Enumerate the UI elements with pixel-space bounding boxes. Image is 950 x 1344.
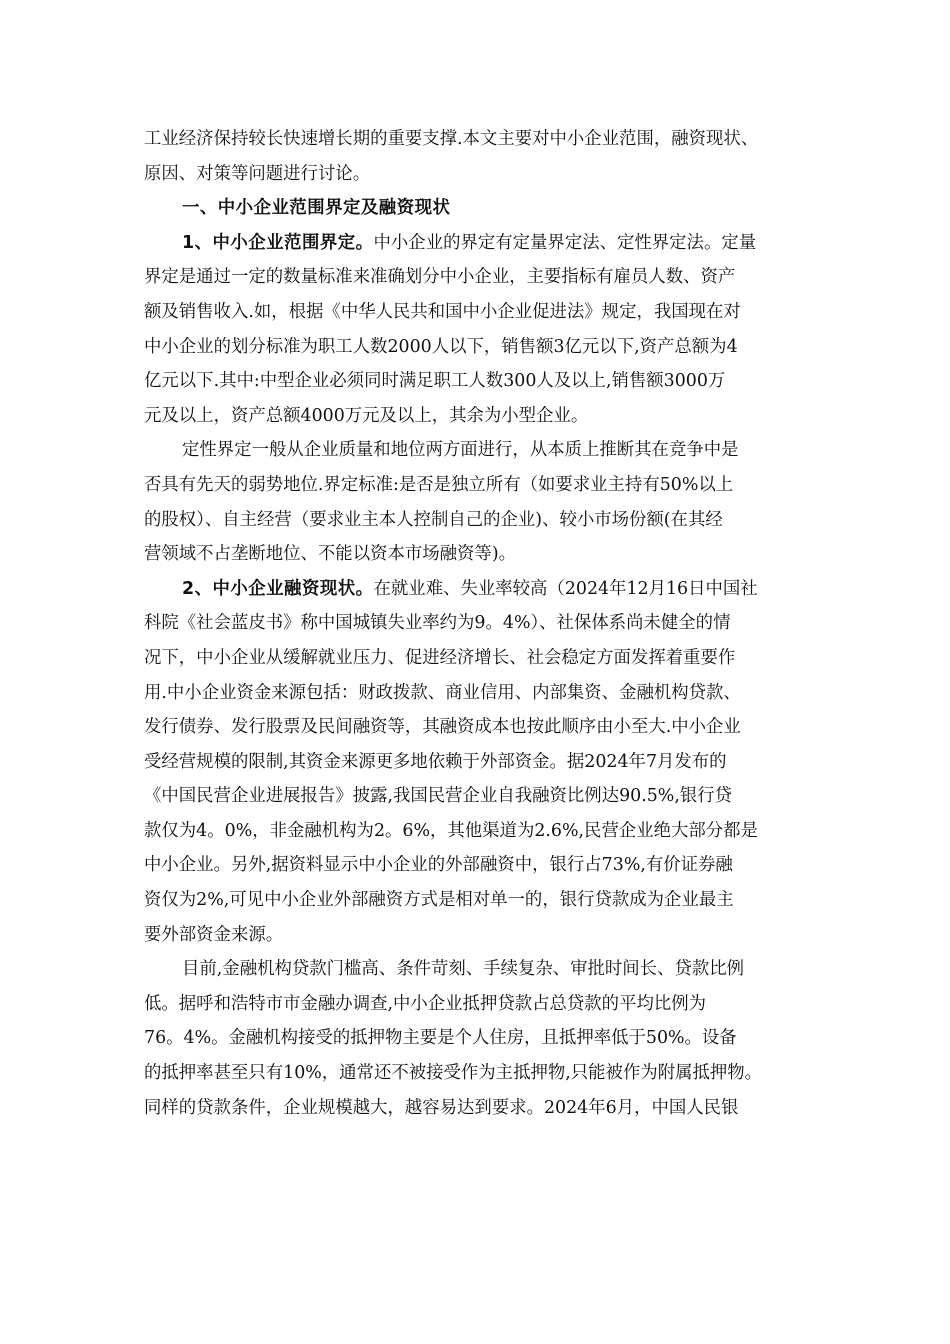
text-line: 低。据呼和浩特市市金融办调查,中小企业抵押贷款占总贷款的平均比例为 bbox=[144, 993, 707, 1014]
text-line: 同样的贷款条件，企业规模越大，越容易达到要求。2024年6月，中国人民银 bbox=[144, 1097, 739, 1118]
text-line: 中小企业的划分标准为职工人数2000人以下，销售额3亿元以下,资产总额为4 bbox=[144, 336, 738, 357]
text-line: 资仅为2%,可见中小企业外部融资方式是相对单一的，银行贷款成为企业最主 bbox=[144, 890, 734, 911]
text-line: 76。4%。金融机构接受的抵押物主要是个人住房，且抵押率低于50%。设备 bbox=[144, 1028, 737, 1049]
text-line: 工业经济保持较长快速增长期的重要支撑.本文主要对中小企业范围，融资现状、 bbox=[144, 129, 759, 149]
paragraph-1-line-1 bbox=[144, 226, 824, 261]
text-line: 元及以上，资产总额4000万元及以上，其余为小型企业。 bbox=[144, 405, 589, 426]
paragraph-3-lead: 2、中小企业融资现状。 bbox=[182, 578, 374, 599]
text-line: 目前,金融机构贷款门槛高、条件苛刻、手续复杂、审批时间长、贷款比例 bbox=[182, 959, 745, 980]
text-line: 定性界定一般从企业质量和地位两方面进行，从本质上推断其在竞争中是 bbox=[182, 440, 739, 461]
paragraph-3-text: 在就业难、失业率较高（2024年12月16日中国社 bbox=[373, 578, 758, 599]
text-line: 原因、对策等问题进行讨论。 bbox=[144, 163, 371, 184]
text-line: 发行债券、发行股票及民间融资等，其融资成本也按此顺序由小至大.中小企业 bbox=[144, 717, 741, 738]
section-heading: 一、中小企业范围界定及融资现状 bbox=[182, 198, 451, 219]
paragraph-1-text: 中小企业的界定有定量界定法、定性界定法。定量 bbox=[373, 232, 757, 253]
text-line: 界定是通过一定的数量标准来准确划分中小企业，主要指标有雇员人数、资产 bbox=[144, 267, 736, 288]
paragraph-1-lead: 1、中小企业范围界定。 bbox=[182, 232, 374, 253]
text-line: 额及销售收入.如，根据《中华人民共和国中小企业促进法》规定，我国现在对 bbox=[144, 301, 741, 322]
text-line: 要外部资金来源。 bbox=[144, 924, 284, 945]
text-line: 《中国民营企业进展报告》披露,我国民营企业自我融资比例达90.5%,银行贷 bbox=[144, 786, 733, 807]
text-line: 款仅为4。0%，非金融机构为2。6%，其他渠道为2.6%,民营企业绝大部分都是 bbox=[144, 820, 758, 841]
text-line: 中小企业。另外,据资料显示中小企业的外部融资中，银行占73%,有价证券融 bbox=[144, 855, 733, 876]
text-line: 营领域不占垄断地位、不能以资本市场融资等)。 bbox=[144, 544, 516, 565]
text-line: 用.中小企业资金来源包括：财政拨款、商业信用、内部集资、金融机构贷款、 bbox=[144, 682, 741, 703]
text-line: 况下，中小企业从缓解就业压力、促进经济增长、社会稳定方面发挥着重要作 bbox=[144, 647, 736, 668]
text-line: 否具有先天的弱势地位.界定标准:是否是独立所有（如要求业主持有50%以上 bbox=[144, 474, 734, 495]
text-line: 的股权）、自主经营（要求业主本人控制自己的企业)、较小市场份额(在其经 bbox=[144, 509, 723, 530]
paragraph-3-line-1 bbox=[144, 572, 824, 607]
text-line: 的抵押率甚至只有10%，通常还不被接受作为主抵押物,只能被作为附属抵押物。 bbox=[144, 1063, 763, 1084]
text-line: 亿元以下.其中:中型企业必须同时满足职工人数300人及以上,销售额3000万 bbox=[144, 371, 726, 392]
text-line: 受经营规模的限制,其资金来源更多地依赖于外部资金。据2024年7月发布的 bbox=[144, 751, 727, 772]
text-line: 科院《社会蓝皮书》称中国城镇失业率约为9。4%）、社保体系尚未健全的情 bbox=[144, 613, 731, 634]
